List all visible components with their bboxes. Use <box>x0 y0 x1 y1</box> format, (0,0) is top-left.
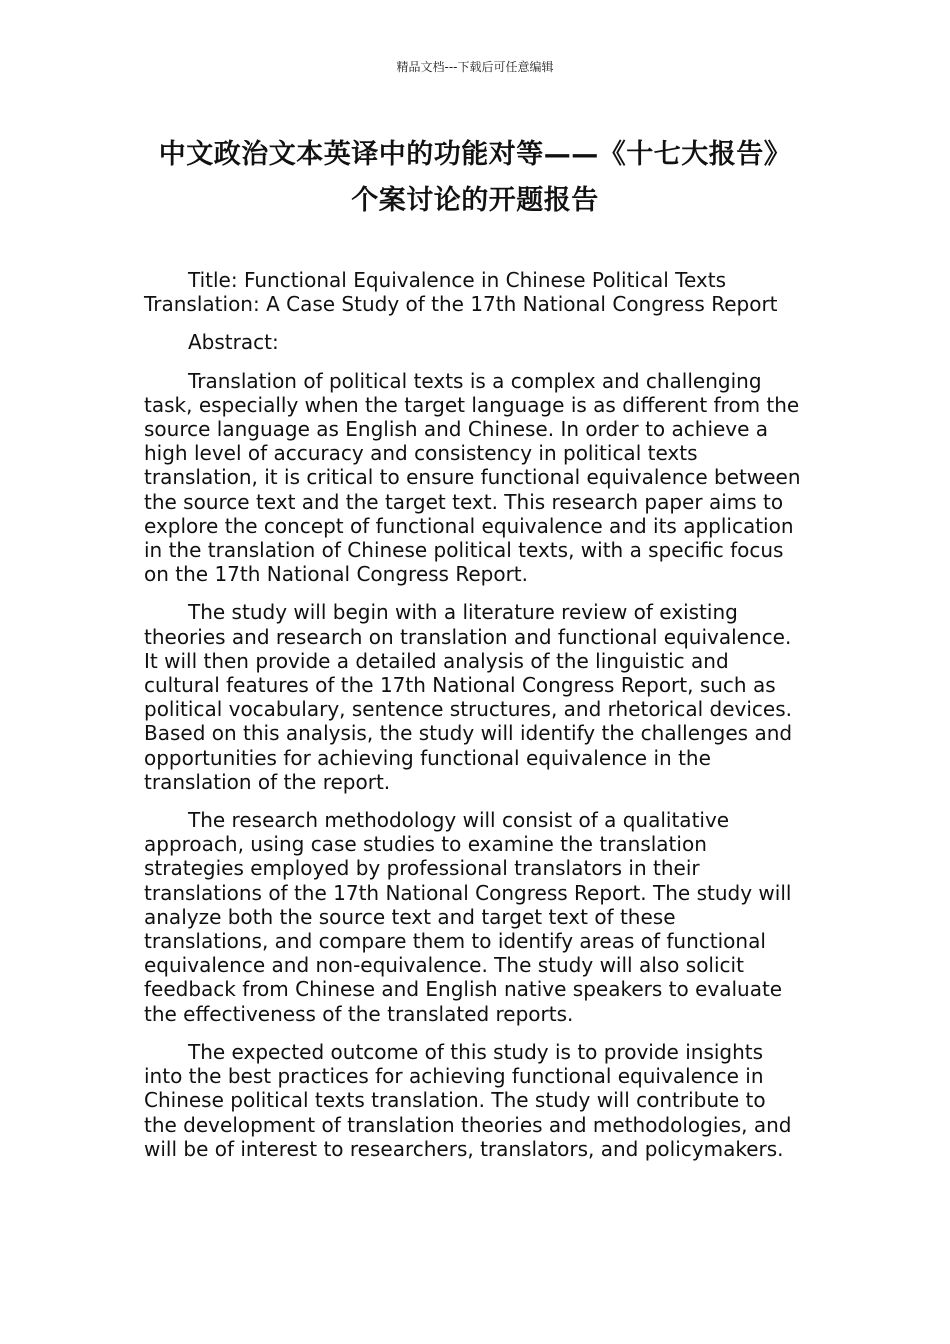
document-title-line-1: 中文政治文本英译中的功能对等——《十七大报告》 <box>158 139 792 170</box>
document-title <box>110 132 840 224</box>
english-title-paragraph: Title: Functional Equivalence in Chinese Political Texts Translation: A Case Study of the 17th National Congress Report <box>144 268 778 317</box>
page-header: 精品文档---下载后可任意编辑 <box>396 60 554 74</box>
abstract-label: Abstract: <box>188 330 279 355</box>
body-paragraph-2: The study will begin with a literature review of existing theories and research on translation and functional equivalence. It will then provide a detailed analysis of the linguistic and cultural features of the 17th National Congress Report, such as political vocabulary, sentence structures, and rhetorical devices. Based on this analysis, the study will identify the challenges and opportunities for achieving functional equivalence in the translation of the report. <box>144 600 793 794</box>
body-paragraph-1: Translation of political texts is a complex and challenging task, especially when the target language is as different from the source language as English and Chinese. In order to achieve a high level of accuracy and consistency in political texts translation, it is critical to ensure functional equivalence between the source text and the target text. This research paper aims to explore the concept of functional equivalence and its application in the translation of Chinese political texts, with a specific focus on the 17th National Congress Report. <box>144 368 801 587</box>
body-paragraph-3: The research methodology will consist of a qualitative approach, using case studies to examine the translation strategies employed by professional translators in their translations of the 17th National Congress Report. The study will analyze both the source text and target text of these translations, and compare them to identify areas of functional equivalence and non-equivalence. The study will also solicit feedback from Chinese and English native speakers to evaluate the effectiveness of the translated reports. <box>144 808 792 1026</box>
body-paragraph-4: The expected outcome of this study is to provide insights into the best practices for achieving functional equivalence in Chinese political texts translation. The study will contribute to the development of translation theories and methodologies, and will be of interest to researchers, translators, and policymakers. <box>144 1039 792 1161</box>
document-body <box>144 268 804 1175</box>
document-title-line-2: 个案讨论的开题报告 <box>351 185 599 216</box>
